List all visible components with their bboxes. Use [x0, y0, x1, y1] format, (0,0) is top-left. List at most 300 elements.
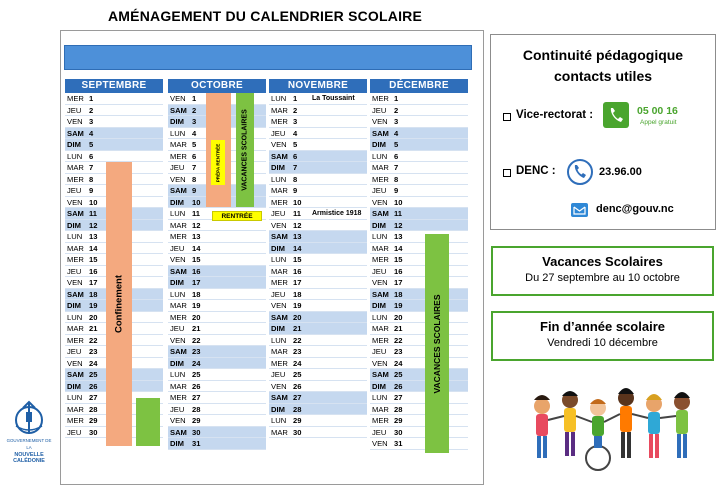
day-number: 15	[89, 255, 98, 265]
weekday-label: DIM	[271, 243, 285, 253]
day-number: 4	[89, 128, 94, 138]
day-number: 24	[394, 358, 403, 368]
day-number: 28	[394, 404, 403, 414]
day-number: 11	[394, 209, 403, 219]
month-header: DÉCEMBRE	[370, 79, 468, 93]
weekday-label: SAM	[271, 151, 288, 161]
weekday-label: JEU	[67, 347, 82, 357]
day-row	[370, 415, 468, 427]
day-number: 5	[293, 140, 298, 150]
day-number: 15	[394, 255, 403, 265]
weekday-label: MER	[372, 174, 389, 184]
weekday-label: JEU	[67, 105, 82, 115]
day-number: 11	[192, 209, 201, 219]
mail-icon	[571, 203, 588, 217]
day-row	[370, 174, 468, 186]
day-number: 13	[192, 232, 201, 242]
day-row	[269, 220, 367, 232]
day-number: 15	[293, 255, 302, 265]
weekday-label: MAR	[372, 243, 389, 253]
weekday-label: VEN	[271, 381, 287, 391]
weekday-label: DIM	[170, 439, 184, 449]
day-row	[168, 369, 266, 381]
weekday-label: MAR	[67, 404, 84, 414]
day-row	[269, 346, 367, 358]
weekday-label: VEN	[67, 358, 83, 368]
vacances-december-label: VACANCES SCOLAIRES	[432, 293, 442, 394]
weekday-label: VEN	[67, 278, 83, 288]
weekday-label: LUN	[372, 393, 388, 403]
month-november	[269, 79, 367, 438]
day-number: 5	[89, 140, 94, 150]
day-row	[370, 404, 468, 416]
day-row	[370, 162, 468, 174]
weekday-label: VEN	[170, 255, 186, 265]
weekday-label: MER	[67, 174, 84, 184]
day-row	[65, 105, 163, 117]
weekday-label: JEU	[372, 427, 387, 437]
day-number: 30	[394, 427, 403, 437]
day-number: 24	[293, 358, 302, 368]
weekday-label: LUN	[170, 289, 186, 299]
weekday-label: LUN	[271, 255, 287, 265]
weekday-label: MER	[372, 94, 389, 103]
day-number: 28	[293, 404, 302, 414]
weekday-label: VEN	[271, 220, 287, 230]
free-call-note: Appel gratuit	[640, 119, 677, 126]
day-number: 30	[293, 427, 302, 437]
weekday-label: SAM	[170, 266, 187, 276]
day-number: 11	[293, 209, 302, 219]
child-figure	[586, 399, 610, 470]
day-number: 24	[89, 358, 98, 368]
weekday-label: VEN	[271, 140, 287, 150]
logo-text: GOUVERNEMENT DE LA NOUVELLE CALÉDONIE	[6, 438, 52, 465]
weekday-label: JEU	[170, 324, 185, 334]
weekday-label: VEN	[372, 439, 388, 449]
fin-annee-date: Vendredi 10 décembre	[547, 337, 658, 349]
day-number: 12	[192, 220, 201, 230]
weekday-label: SAM	[170, 186, 187, 196]
day-row	[269, 243, 367, 255]
weekday-label: SAM	[372, 370, 389, 380]
page-title: AMÉNAGEMENT DU CALENDRIER SCOLAIRE	[107, 8, 423, 24]
day-number: 6	[293, 151, 298, 161]
day-number: 1	[293, 94, 298, 103]
day-number: 23	[394, 347, 403, 357]
day-row	[269, 277, 367, 289]
day-number: 17	[192, 278, 201, 288]
day-row	[168, 220, 266, 232]
day-row	[269, 404, 367, 416]
day-number: 13	[89, 232, 98, 242]
vacances-october-band	[236, 93, 254, 207]
vacances-info-box	[491, 246, 714, 296]
day-row	[370, 392, 468, 404]
day-number: 9	[394, 186, 399, 196]
day-number: 25	[192, 370, 201, 380]
weekday-label: SAM	[67, 209, 84, 219]
day-row	[168, 438, 266, 450]
weekday-label: LUN	[372, 312, 388, 322]
children-illustration	[524, 378, 704, 478]
day-row	[168, 277, 266, 289]
day-number: 7	[293, 163, 298, 173]
weekday-label: JEU	[67, 266, 82, 276]
weekday-label: DIM	[372, 381, 386, 391]
day-row	[269, 254, 367, 266]
weekday-label: JEU	[372, 266, 387, 276]
day-number: 28	[192, 404, 201, 414]
weekday-label: MER	[372, 416, 389, 426]
month-december	[370, 79, 468, 450]
day-row	[370, 151, 468, 163]
denc-email[interactable]: denc@gouv.nc	[596, 203, 674, 215]
weekday-label: MAR	[372, 324, 389, 334]
confinement-band	[106, 162, 132, 446]
weekday-label: LUN	[170, 128, 186, 138]
day-row	[370, 358, 468, 370]
prepa-rentree-label: PRÉPA RENTRÉE	[215, 143, 221, 182]
weekday-label: DIM	[170, 278, 184, 288]
day-number: 10	[89, 197, 98, 207]
day-row	[370, 116, 468, 128]
day-list	[269, 93, 367, 438]
day-row	[370, 369, 468, 381]
day-number: 10	[192, 197, 201, 207]
weekday-label: SAM	[271, 312, 288, 322]
weekday-label: VEN	[372, 197, 388, 207]
weekday-label: LUN	[271, 174, 287, 184]
vacances-september-band	[136, 398, 160, 446]
weekday-label: VEN	[372, 117, 388, 127]
weekday-label: DIM	[67, 220, 81, 230]
day-number: 13	[394, 232, 403, 242]
day-number: 18	[394, 289, 403, 299]
day-number: 8	[293, 174, 298, 184]
day-number: 21	[394, 324, 403, 334]
day-number: 10	[394, 197, 403, 207]
day-number: 30	[192, 427, 201, 437]
day-number: 5	[192, 140, 197, 150]
weekday-label: LUN	[67, 232, 83, 242]
day-number: 26	[394, 381, 403, 391]
weekday-label: MAR	[271, 347, 288, 357]
weekday-label: DIM	[170, 117, 184, 127]
day-number: 20	[394, 312, 403, 322]
day-row	[269, 128, 367, 140]
day-row	[269, 174, 367, 186]
day-row	[168, 289, 266, 301]
day-row	[370, 243, 468, 255]
day-number: 18	[89, 289, 98, 299]
weekday-label: MAR	[170, 381, 187, 391]
day-row	[168, 254, 266, 266]
day-row	[168, 381, 266, 393]
day-number: 7	[394, 163, 399, 173]
day-number: 9	[89, 186, 94, 196]
weekday-label: JEU	[67, 186, 82, 196]
day-number: 7	[89, 163, 94, 173]
day-row	[370, 335, 468, 347]
day-row	[269, 369, 367, 381]
day-number: 7	[192, 163, 197, 173]
day-number: 13	[293, 232, 302, 242]
day-row	[168, 404, 266, 416]
child-figure	[618, 388, 634, 458]
denc-phone[interactable]: 23.96.00	[599, 166, 642, 178]
weekday-label: SAM	[67, 128, 84, 138]
weekday-label: JEU	[271, 209, 286, 219]
day-number: 25	[394, 370, 403, 380]
weekday-label: VEN	[170, 416, 186, 426]
weekday-label: MER	[67, 94, 84, 103]
day-number: 1	[192, 94, 197, 103]
confinement-label: Confinement	[113, 274, 125, 334]
weekday-label: MAR	[170, 301, 187, 311]
day-row	[269, 335, 367, 347]
holiday-label: Armistice 1918	[312, 210, 362, 218]
day-row	[65, 93, 163, 105]
day-number: 17	[293, 278, 302, 288]
weekday-label: SAM	[67, 289, 84, 299]
weekday-label: LUN	[170, 209, 186, 219]
weekday-label: JEU	[271, 128, 286, 138]
weekday-label: LUN	[67, 312, 83, 322]
denc-label: DENC :	[516, 165, 556, 177]
day-number: 8	[89, 174, 94, 184]
weekday-label: MER	[170, 151, 187, 161]
weekday-label: MAR	[372, 404, 389, 414]
day-number: 17	[394, 278, 403, 288]
vice-rectorat-number[interactable]: 05 00 16	[637, 105, 678, 117]
day-number: 22	[394, 335, 403, 345]
weekday-label: JEU	[67, 427, 82, 437]
weekday-label: SAM	[372, 128, 389, 138]
day-number: 1	[394, 94, 399, 103]
day-number: 12	[293, 220, 302, 230]
child-figure	[534, 395, 550, 458]
weekday-label: LUN	[271, 335, 287, 345]
day-number: 20	[89, 312, 98, 322]
day-number: 19	[192, 301, 201, 311]
day-row	[370, 427, 468, 439]
fin-annee-title: Fin d’année scolaire	[540, 319, 665, 334]
day-number: 9	[192, 186, 197, 196]
day-number: 4	[293, 128, 298, 138]
weekday-label: VEN	[372, 278, 388, 288]
child-figure	[674, 392, 690, 458]
day-row	[269, 93, 367, 105]
day-row	[269, 358, 367, 370]
day-row	[370, 254, 468, 266]
day-number: 4	[394, 128, 399, 138]
weekday-label: JEU	[372, 347, 387, 357]
day-row	[269, 392, 367, 404]
weekday-label: DIM	[170, 358, 184, 368]
weekday-label: JEU	[372, 105, 387, 115]
weekday-label: MER	[271, 358, 288, 368]
day-number: 21	[89, 324, 98, 334]
weekday-label: MAR	[271, 186, 288, 196]
day-list	[370, 93, 468, 450]
weekday-label: MAR	[271, 427, 288, 437]
day-number: 16	[192, 266, 201, 276]
weekday-label: VEN	[271, 301, 287, 311]
day-row	[269, 162, 367, 174]
day-number: 8	[192, 174, 197, 184]
day-number: 14	[394, 243, 403, 253]
weekday-label: DIM	[372, 140, 386, 150]
day-number: 19	[394, 301, 403, 311]
weekday-label: VEN	[372, 358, 388, 368]
day-number: 27	[89, 393, 98, 403]
weekday-label: LUN	[271, 94, 287, 103]
weekday-label: MER	[170, 393, 187, 403]
weekday-label: MER	[170, 232, 187, 242]
day-row	[65, 128, 163, 140]
day-row	[370, 208, 468, 220]
weekday-label: MAR	[67, 243, 84, 253]
day-number: 25	[293, 370, 302, 380]
weekday-label: MER	[67, 416, 84, 426]
month-header: OCTOBRE	[168, 79, 266, 93]
day-row	[370, 105, 468, 117]
weekday-label: SAM	[67, 370, 84, 380]
weekday-label: DIM	[67, 301, 81, 311]
day-row	[370, 139, 468, 151]
weekday-label: MER	[271, 278, 288, 288]
day-number: 15	[192, 255, 201, 265]
vacances-dates: Du 27 septembre au 10 octobre	[525, 272, 680, 284]
day-number: 6	[394, 151, 399, 161]
holiday-label: La Toussaint	[312, 95, 355, 102]
weekday-label: MER	[372, 255, 389, 265]
government-logo	[4, 398, 54, 484]
day-number: 3	[192, 117, 197, 127]
day-number: 16	[394, 266, 403, 276]
day-row	[269, 116, 367, 128]
weekday-label: JEU	[271, 370, 286, 380]
day-number: 22	[89, 335, 98, 345]
weekday-label: MAR	[271, 105, 288, 115]
day-row	[168, 231, 266, 243]
day-number: 16	[89, 266, 98, 276]
weekday-label: MAR	[67, 163, 84, 173]
day-number: 8	[394, 174, 399, 184]
contacts-title: Continuité pédagogique contacts utiles	[522, 47, 684, 84]
day-number: 2	[192, 105, 197, 115]
day-number: 31	[192, 439, 201, 449]
day-number: 29	[293, 416, 302, 426]
child-figure	[646, 394, 662, 458]
day-row	[168, 358, 266, 370]
day-number: 12	[89, 220, 98, 230]
weekday-label: MER	[271, 117, 288, 127]
day-row	[168, 243, 266, 255]
day-row	[370, 300, 468, 312]
checkbox-icon	[503, 169, 511, 177]
day-row	[65, 139, 163, 151]
weekday-label: DIM	[271, 163, 285, 173]
day-number: 2	[293, 105, 298, 115]
weekday-label: SAM	[271, 232, 288, 242]
day-row	[269, 139, 367, 151]
emblem-icon	[4, 398, 54, 438]
day-number: 27	[192, 393, 201, 403]
day-number: 28	[89, 404, 98, 414]
weekday-label: SAM	[372, 209, 389, 219]
day-number: 16	[293, 266, 302, 276]
day-number: 27	[293, 393, 302, 403]
weekday-label: VEN	[67, 197, 83, 207]
day-number: 3	[394, 117, 399, 127]
day-row	[370, 220, 468, 232]
day-row	[370, 128, 468, 140]
day-row	[269, 231, 367, 243]
checkbox-icon	[503, 113, 511, 121]
vacances-title: Vacances Scolaires	[542, 254, 663, 269]
weekday-label: SAM	[170, 347, 187, 357]
contacts-panel	[490, 34, 716, 230]
day-number: 29	[192, 416, 201, 426]
day-row	[168, 427, 266, 439]
rentree-label: RENTRÉE	[212, 211, 262, 221]
weekday-label: LUN	[170, 370, 186, 380]
day-number: 4	[192, 128, 197, 138]
weekday-label: MAR	[170, 140, 187, 150]
day-row	[269, 323, 367, 335]
weekday-label: SAM	[170, 105, 187, 115]
weekday-label: MAR	[170, 220, 187, 230]
day-row	[269, 300, 367, 312]
day-row	[370, 346, 468, 358]
weekday-label: LUN	[67, 393, 83, 403]
day-number: 21	[192, 324, 201, 334]
weekday-label: VEN	[67, 117, 83, 127]
day-number: 9	[293, 186, 298, 196]
day-number: 14	[89, 243, 98, 253]
day-number: 27	[394, 393, 403, 403]
day-row	[269, 197, 367, 209]
weekday-label: JEU	[170, 163, 185, 173]
weekday-label: LUN	[271, 416, 287, 426]
weekday-label: MER	[67, 335, 84, 345]
day-number: 6	[89, 151, 94, 161]
day-row	[370, 289, 468, 301]
vice-rectorat-label: Vice-rectorat :	[516, 109, 594, 121]
weekday-label: MER	[372, 335, 389, 345]
day-row	[370, 185, 468, 197]
day-row	[370, 438, 468, 450]
day-number: 22	[192, 335, 201, 345]
weekday-label: LUN	[67, 151, 83, 161]
day-number: 31	[394, 439, 403, 449]
day-number: 29	[394, 416, 403, 426]
day-number: 22	[293, 335, 302, 345]
day-number: 12	[394, 220, 403, 230]
day-row	[269, 381, 367, 393]
vacances-october-label: VACANCES SCOLAIRES	[241, 109, 249, 191]
day-number: 2	[89, 105, 94, 115]
day-row	[269, 105, 367, 117]
day-number: 11	[89, 209, 98, 219]
day-row	[269, 415, 367, 427]
day-row	[370, 266, 468, 278]
day-row	[168, 300, 266, 312]
month-header: NOVEMBRE	[269, 79, 367, 93]
day-number: 23	[89, 347, 98, 357]
